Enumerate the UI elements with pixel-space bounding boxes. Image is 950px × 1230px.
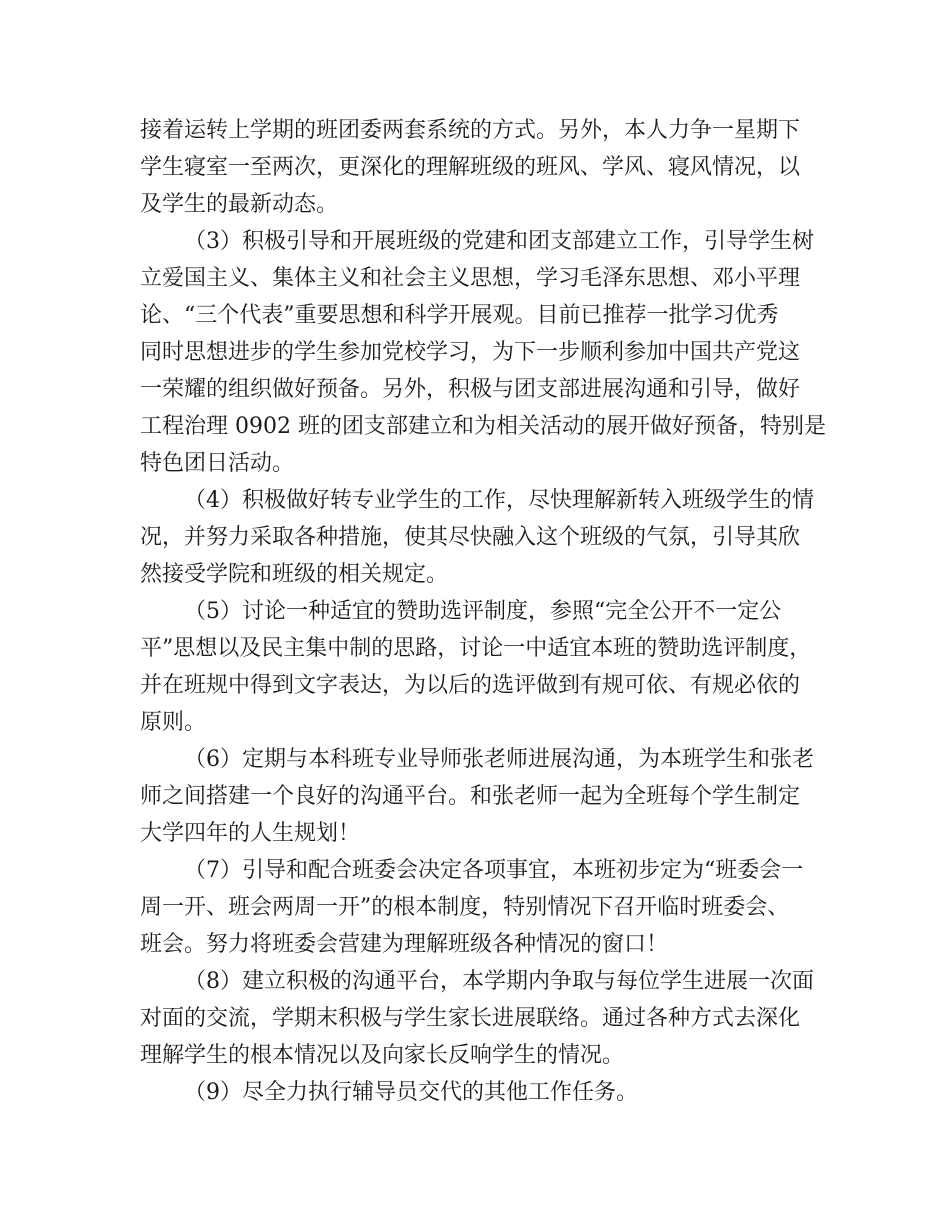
paragraph-p-item-9	[140, 1074, 820, 1111]
text-line: 况，并努力采取各种措施，使其尽快融入这个班级的气氛，引导其欣	[140, 525, 801, 550]
text-line: 立爱国主义、集体主义和社会主义思想，学习毛泽东思想、邓小平理	[140, 266, 801, 291]
text-line: （8）建立积极的沟通平台，本学期内争取与每位学生进展一次面	[184, 969, 814, 994]
text-line: （7）引导和配合班委会决定各项事宜，本班初步定为“班委会一	[184, 858, 804, 883]
document-body	[140, 112, 826, 1111]
text-line: （9）尽全力执行辅导员交代的其他工作任务。	[184, 1080, 638, 1105]
text-line: 然接受学院和班级的相关规定。	[140, 562, 449, 587]
paragraph-p-item-6	[140, 741, 820, 852]
text-line: 师之间搭建一个良好的沟通平台。和张老师一起为全班每个学生制定	[140, 784, 801, 809]
paragraph-p-item-5	[140, 593, 820, 741]
text-line: 并在班规中得到文字表达，为以后的选评做到有规可依、有规必依的	[140, 673, 801, 698]
paragraph-p-item-3	[140, 223, 826, 482]
text-line: （6）定期与本科班专业导师张老师进展沟通，为本班学生和张老	[184, 747, 814, 772]
text-line: 原则。	[140, 710, 207, 735]
text-line: 论、“三个代表”重要思想和科学开展观。目前已推荐一批学习优秀	[140, 303, 779, 328]
paragraph-p-continuation	[140, 112, 820, 223]
text-line: （4）积极做好转专业学生的工作，尽快理解新转入班级学生的情	[184, 488, 814, 513]
text-line: 工程治理 0902 班的团支部建立和为相关活动的展开做好预备，特别是	[140, 414, 826, 439]
text-line: （3）积极引导和开展班级的党建和团支部建立工作，引导学生树	[184, 229, 814, 254]
text-line: 对面的交流，学期末积极与学生家长进展联络。通过各种方式去深化	[140, 1006, 801, 1031]
text-line: 一荣耀的组织做好预备。另外，积极与团支部进展沟通和引导，做好	[140, 377, 801, 402]
paragraph-p-item-8	[140, 963, 820, 1074]
text-line: 周一开、班会两周一开”的根本制度，特别情况下召开临时班委会、	[140, 895, 790, 920]
paragraph-p-item-7	[140, 852, 820, 963]
text-line: （5）讨论一种适宜的赞助选评制度，参照“完全公开不一定公	[184, 599, 782, 624]
text-line: 大学四年的人生规划！	[140, 821, 361, 846]
text-line: 学生寝室一至两次，更深化的理解班级的班风、学风、寝风情况，以	[140, 155, 801, 180]
text-line: 同时思想进步的学生参加党校学习，为下一步顺利参加中国共产党这	[140, 340, 801, 365]
paragraph-p-item-4	[140, 482, 820, 593]
text-line: 平”思想以及民主集中制的思路，讨论一中适宜本班的赞助选评制度，	[140, 636, 812, 661]
text-line: 班会。努力将班委会营建为理解班级各种情况的窗口！	[140, 932, 669, 957]
text-line: 理解学生的根本情况以及向家长反响学生的情况。	[140, 1043, 625, 1068]
text-line: 特色团日活动。	[140, 451, 295, 476]
text-line: 接着运转上学期的班团委两套系统的方式。另外，本人力争一星期下	[140, 118, 801, 143]
text-line: 及学生的最新动态。	[140, 192, 339, 217]
